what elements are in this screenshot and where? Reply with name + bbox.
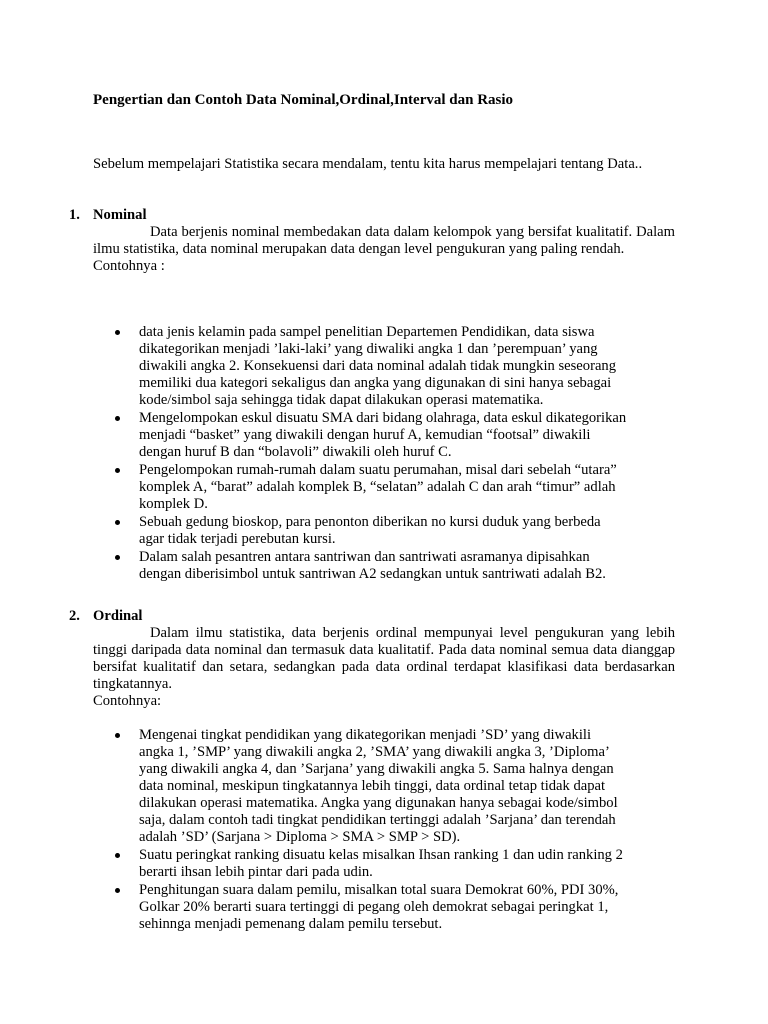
- bullet-icon: [115, 888, 120, 893]
- section-ordinal: [69, 608, 675, 710]
- list-item-text: Mengenai tingkat pendidikan yang dikategorikan menjadi ’SD’ yang diwakili angka 1, ’SMP’ yang diwakili angka 2, ’SMA’ yang diwakili angka 3, ’Diploma’ yang diwakili angka 4, dan ’Sarjana’ yang diwakili angka 5. Sama halnya dengan data nominal, meskipun tingkatannya lebih tinggi, data ordinal tetap tidak dapat dilakukan operasi matematika. Angka yang digunakan hanya sebagai kode/simbol saja, dalam contoh tadi tingkat pendidikan tertinggi adalah ’Sarjana’ dan terendah adalah ’SD’ (Sarjana > Diploma > SMA > SMP > SD).: [139, 727, 618, 845]
- document-title: Pengertian dan Contoh Data Nominal,Ordinal,Interval dan Rasio: [93, 92, 514, 108]
- list-item: [93, 549, 629, 583]
- section-title: Ordinal: [93, 608, 143, 624]
- intro-paragraph: Sebelum mempelajari Statistika secara mendalam, tentu kita harus mempelajari tentang Data..: [93, 156, 643, 172]
- bullet-icon: [115, 468, 120, 473]
- list-item-text: Mengelompokan eskul disuatu SMA dari bidang olahraga, data eskul dikategorikan menjadi “basket” yang diwakili dengan huruf A, kemudian “footsal” diwakili dengan huruf B dan “bolavoli” diwakili oleh huruf C.: [139, 410, 627, 460]
- section-number: 2.: [69, 608, 80, 624]
- list-item-text: Penghitungan suara dalam pemilu, misalkan total suara Demokrat 60%, PDI 30%, Golkar 20% berarti suara tertinggi di pegang oleh demokrat sebagai peringkat 1, sehinnga menjadi pemenang dalam pemilu tersebut.: [139, 882, 619, 932]
- section-nominal: [69, 207, 675, 275]
- list-item: [93, 882, 629, 933]
- nominal-example-list: [93, 324, 675, 584]
- ordinal-example-list: [93, 727, 675, 934]
- section-number: 1.: [69, 207, 80, 223]
- list-item: [93, 324, 629, 409]
- list-item: [93, 410, 629, 461]
- example-label: Contohnya :: [93, 258, 165, 274]
- example-label: Contohnya:: [93, 693, 162, 709]
- list-item-text: Suatu peringkat ranking disuatu kelas misalkan Ihsan ranking 1 dan udin ranking 2 berarti ihsan lebih pintar dari pada udin.: [139, 847, 623, 880]
- section-heading: [69, 207, 675, 224]
- list-item: [93, 514, 629, 548]
- bullet-icon: [115, 520, 120, 525]
- bullet-icon: [115, 330, 120, 335]
- bullet-icon: [115, 733, 120, 738]
- list-item: [93, 727, 629, 846]
- bullet-icon: [115, 853, 120, 858]
- list-item: [93, 462, 629, 513]
- list-item-text: data jenis kelamin pada sampel penelitian Departemen Pendidikan, data siswa dikategorikan menjadi ’laki-laki’ yang diwaliki angka 1 dan ’perempuan’ yang diwakili angka 2. Konsekuensi dari data nominal adalah tidak mungkin seseorang memiliki dua kategori sekaligus dan angka yang digunakan di sini hanya sebagai kode/simbol saja sehingga tidak dapat dilakukan operasi matematika.: [139, 324, 617, 408]
- list-item-text: Dalam salah pesantren antara santriwan dan santriwati asramanya dipisahkan dengan diberisimbol untuk santriwan A2 sedangkan untuk santriwati adalah B2.: [139, 549, 606, 582]
- section-heading: [69, 608, 675, 625]
- bullet-icon: [115, 555, 120, 560]
- list-item: [93, 847, 629, 881]
- list-item-text: Sebuah gedung bioskop, para penonton diberikan no kursi duduk yang berbeda agar tidak terjadi perebutan kursi.: [139, 514, 601, 547]
- section-paragraph: Data berjenis nominal membedakan data dalam kelompok yang bersifat kualitatif. Dalam ilmu statistika, data nominal merupakan data dengan level pengukuran yang paling rendah.: [93, 224, 675, 257]
- section-paragraph: Dalam ilmu statistika, data berjenis ordinal mempunyai level pengukuran yang lebih tinggi daripada data nominal dan termasuk data kualitatif. Pada data nominal semua data dianggap bersifat kualitatif dan setara, sedangkan pada data ordinal terdapat klasifikasi data berdasarkan tingkatannya.: [93, 625, 675, 692]
- section-title: Nominal: [93, 207, 147, 223]
- list-item-text: Pengelompokan rumah-rumah dalam suatu perumahan, misal dari sebelah “utara” komplek A, “barat” adalah komplek B, “selatan” adalah C dan arah “timur” adlah komplek D.: [139, 462, 617, 512]
- bullet-icon: [115, 416, 120, 421]
